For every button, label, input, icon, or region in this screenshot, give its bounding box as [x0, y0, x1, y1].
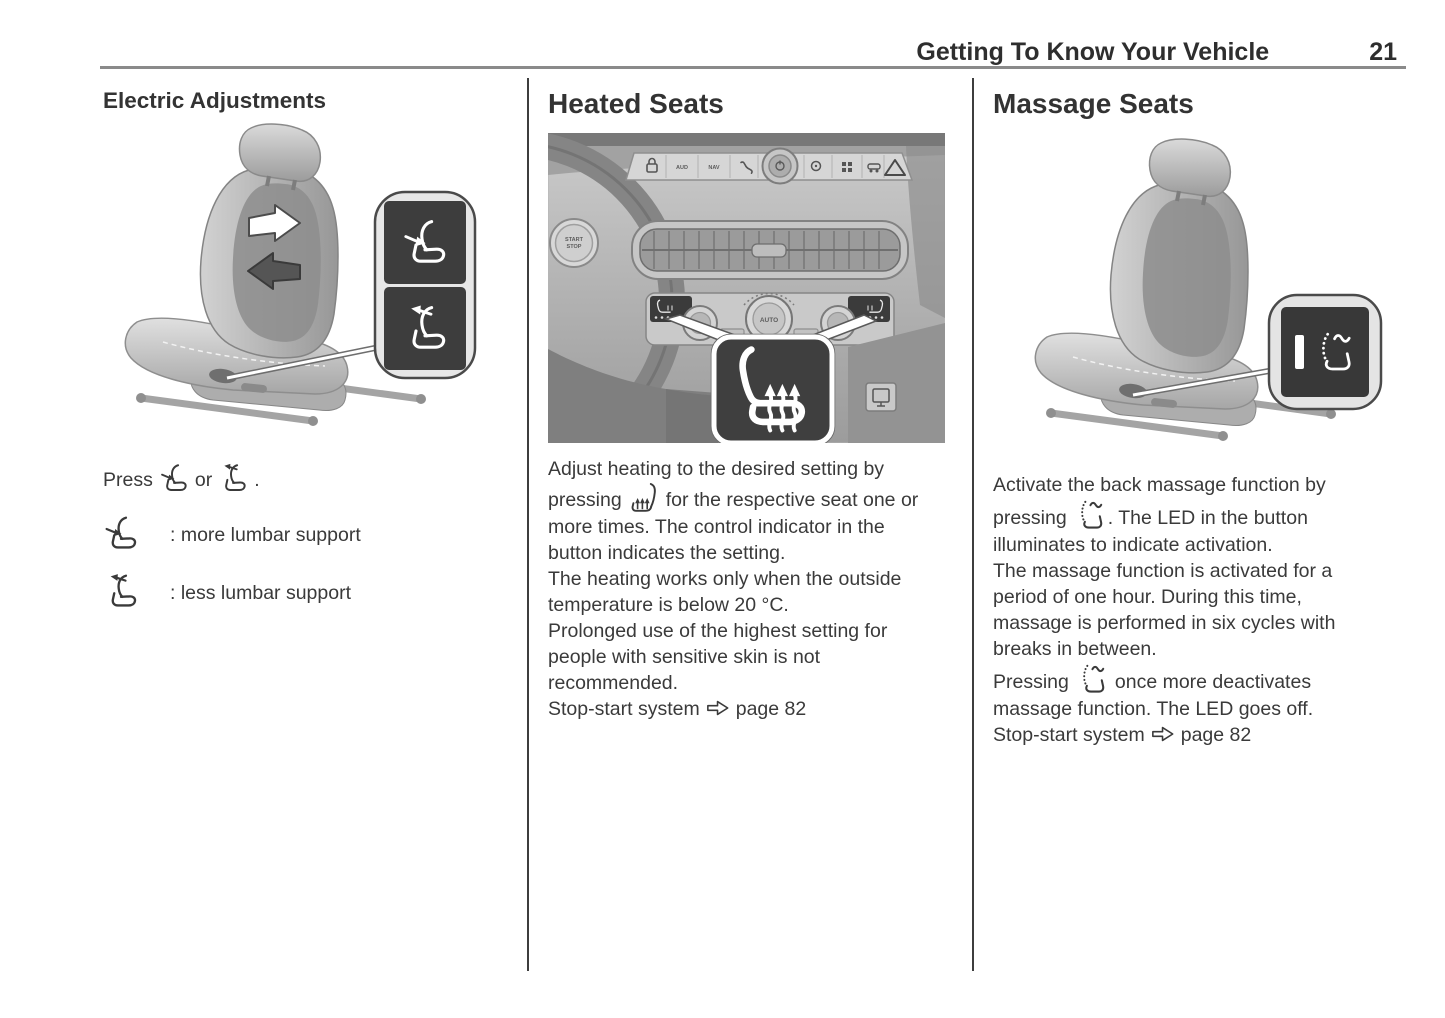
massage-button: [1281, 307, 1369, 397]
page-header: [100, 38, 1397, 67]
lumbar-more-definition: [103, 515, 505, 551]
lumbar-less-icon: [218, 463, 248, 493]
dashboard-photo: [548, 133, 945, 443]
svg-text:STOP: STOP: [566, 244, 582, 250]
column-electric-adjustments: [103, 88, 505, 609]
heated-seat-icon: [628, 482, 660, 514]
massage-seat-icon: [1075, 662, 1109, 696]
heated-seat-callout: [712, 335, 835, 444]
massage-paragraph-1: Activate the back massage function by pressing . The LED in the button illuminates to indicate activation.: [993, 474, 1326, 556]
dashboard-button-strip: [626, 149, 912, 184]
page-title: Getting To Know Your Vehicle: [916, 38, 1270, 66]
lumbar-more-button: [384, 201, 466, 284]
lumbar-less-label: : less lumbar support: [170, 582, 351, 604]
header-rule: [100, 66, 1406, 69]
column-heated-seats: [548, 88, 945, 722]
phone-dock-icon: [866, 383, 896, 411]
column-divider-1: [527, 78, 529, 971]
lumbar-less-button: [384, 287, 466, 370]
svg-text:AUTO: AUTO: [759, 317, 779, 324]
seat-illustration: [103, 118, 505, 428]
page-number: 21: [1369, 38, 1397, 66]
svg-text:AUD: AUD: [676, 165, 688, 171]
svg-text:START: START: [565, 237, 583, 243]
massage-stop-start-reference: Stop-start system page 82: [993, 724, 1252, 746]
massage-paragraph-2: The massage function is activated for a period of one hour. During this time, massage is performed in six cycles with breaks in between.: [993, 560, 1336, 660]
start-stop-button: [550, 219, 598, 267]
lumbar-more-label: : more lumbar support: [170, 524, 361, 546]
lumbar-button-panel: [375, 192, 475, 378]
lumbar-more-icon: [103, 515, 139, 551]
heated-paragraph-3: Prolonged use of the highest setting for people with sensitive skin is not recommended.: [548, 620, 888, 694]
heated-seats-text: [548, 456, 931, 722]
page-reference-link[interactable]: page 82: [735, 698, 807, 720]
heated-stop-start-reference: Stop-start system page 82: [548, 698, 807, 720]
massage-seats-heading: Massage Seats: [993, 88, 1194, 119]
lumbar-less-icon: [103, 573, 139, 609]
volume-knob: [763, 149, 798, 184]
massage-seats-text: [993, 472, 1355, 748]
air-vent: [632, 221, 908, 279]
column-massage-seats: [993, 88, 1407, 748]
heated-seats-heading: Heated Seats: [548, 88, 724, 119]
electric-seat-figure: [103, 118, 505, 433]
dashboard-figure: [548, 133, 945, 448]
massage-paragraph-3: Pressing once more deactivates massage function. The LED goes off.: [993, 662, 1355, 722]
massage-button-led: [1295, 335, 1304, 369]
lumbar-less-definition: [103, 573, 505, 609]
press-instruction: Press or .: [103, 463, 505, 493]
massage-button-panel: [1269, 295, 1381, 409]
massage-seat-icon: [1073, 498, 1107, 532]
page-reference-link[interactable]: page 82: [1180, 724, 1252, 746]
reference-arrow-icon: [706, 698, 730, 718]
column-divider-2: [972, 78, 974, 971]
heated-paragraph-1: Adjust heating to the desired setting by pressing for the respective seat one or more times. The control indicator in the button indicates the setting.: [548, 458, 919, 564]
reference-arrow-icon: [1151, 724, 1175, 744]
heated-paragraph-2: The heating works only when the outside temperature is below 20 °C.: [548, 568, 902, 616]
lumbar-more-icon: [159, 463, 189, 493]
svg-text:NAV: NAV: [708, 165, 720, 171]
electric-adjustments-heading: Electric Adjustments: [103, 88, 326, 113]
massage-seat-figure: [993, 133, 1407, 450]
seat-illustration: [993, 133, 1407, 445]
